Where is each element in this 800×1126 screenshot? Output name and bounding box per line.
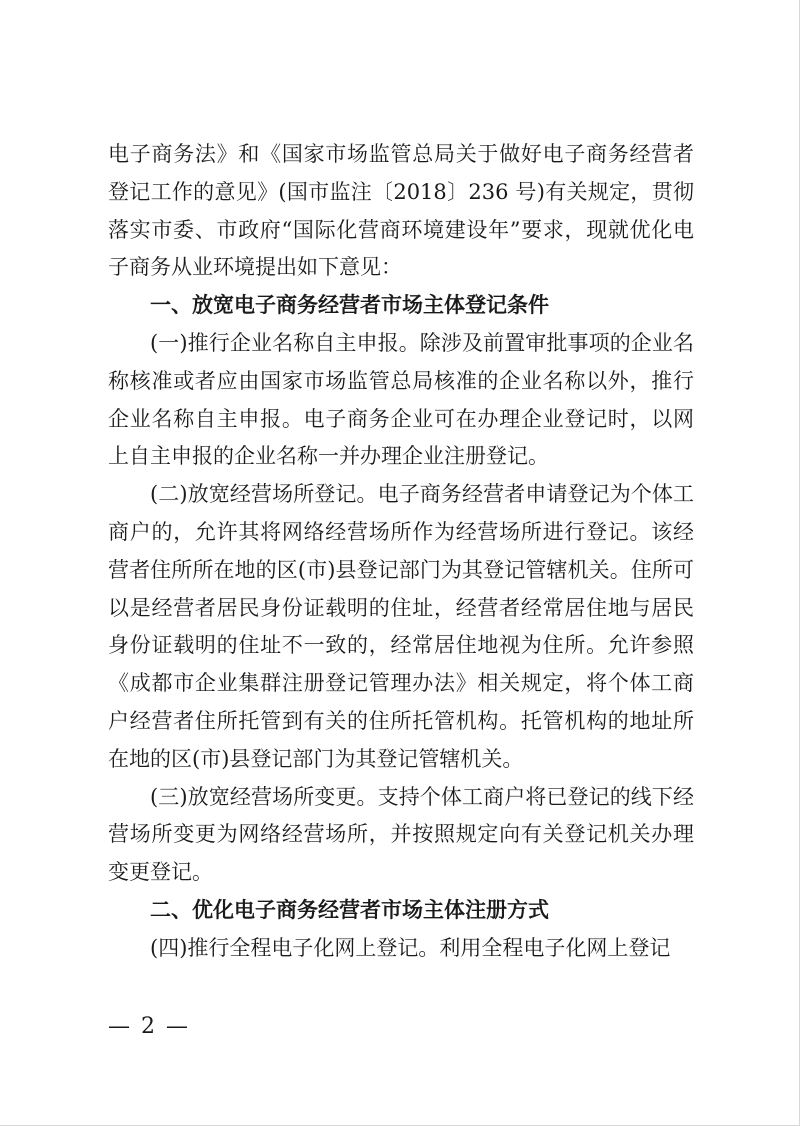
paragraph-item-1: (一)推行企业名称自主申报。除涉及前置审批事项的企业名称核准或者应由国家市场监管总局核准的企业名称以外，推行企业名称自主申报。电子商务企业可在办理企业登记时，以网上自主申报的企业名称一并办理企业注册登记。 — [108, 330, 694, 469]
paragraph-item-4: (四)推行全程电子化网上登记。利用全程电子化网上登记 — [150, 935, 671, 960]
page-number: — 2 — — [108, 1014, 190, 1039]
section-heading-2: 二、优化电子商务经营者市场主体注册方式 — [150, 897, 549, 922]
paragraph-item-3: (三)放宽经营场所变更。支持个体工商户将已登记的线下经营场所变更为网络经营场所，并按照规定向有关登记机关办理变更登记。 — [108, 784, 694, 885]
paragraph-item-2: (二)放宽经营场所登记。电子商务经营者申请登记为个体工商户的，允许其将网络经营场所作为经营场所进行登记。该经营者住所所在地的区(市)县登记部门为其登记管辖机关。住所可以是经营者居民身份证载明的住址，经营者经常居住地与居民身份证载明的住址不一致的，经常居住地视为住所。允许参照《成都市企业集群注册登记管理办法》相关规定，将个体工商户经营者住所托管到有关的住所托管机构。托管机构的地址所在地的区(市)县登记部门为其登记管辖机关。 — [108, 482, 694, 771]
document-body — [108, 136, 694, 968]
section-heading-1: 一、放宽电子商务经营者市场主体登记条件 — [150, 293, 549, 318]
paragraph-continuation: 电子商务法》和《国家市场监管总局关于做好电子商务经营者登记工作的意见》(国市监注〔2018〕236 号)有关规定，贯彻落实市委、市政府“国际化营商环境建设年”要求，现就优化电子商务从业环境提出如下意见： — [108, 142, 694, 280]
